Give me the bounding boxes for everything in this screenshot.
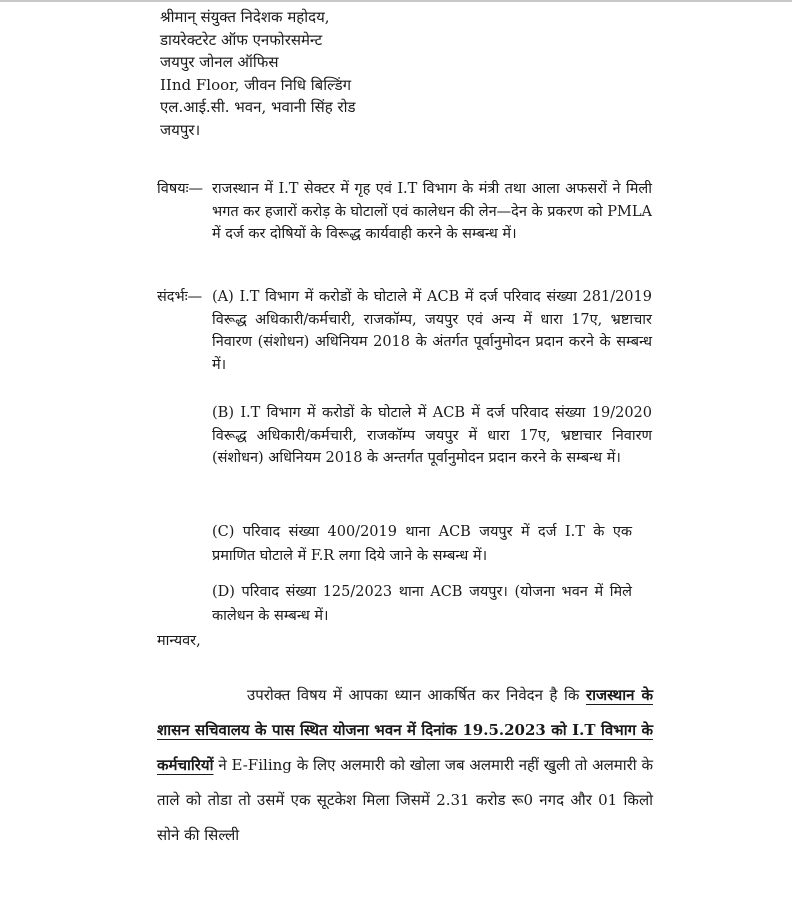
- address-line-4: IInd Floor, जीवन निधि बिल्डिंग: [160, 75, 352, 94]
- reference-a: (A) I.T विभाग में करोडों के घोटाले में ACB में दर्ज परिवाद संख्या 281/2019 विरूद्ध अधिकारी/कर्मचारी, राजकॉम्प, जयपुर एवं अन्य में धारा 17ए, भ्रष्टाचार निवारण (संशोधन) अधिनियम 2018 के अंतर्गत पूर्वानुमोदन प्रदान करने के सम्बन्ध में।: [212, 289, 652, 373]
- subject-text: राजस्थान में I.T सेक्टर में गृह एवं I.T विभाग के मंत्री तथा आला अफसरों ने मिली भगत कर हजारों करोड़ के घोटालों एवं कालेधन की लेन—देन के प्रकरण को PMLA में दर्ज कर दोषियों के विरूद्ध कार्यवाही करने के सम्बन्ध में।: [212, 181, 652, 242]
- references-label: संदर्भः—: [157, 289, 203, 305]
- address-line-5: एल.आई.सी. भवन, भवानी सिंह रोड: [160, 98, 356, 116]
- body-intro: उपरोक्त विषय में आपका ध्यान आकर्षित कर निवेदन है कि: [247, 686, 580, 704]
- reference-d: (D) परिवाद संख्या 125/2023 थाना ACB जयपुर। (योजना भवन में मिले कालेधन के सम्बन्ध में।: [212, 584, 632, 624]
- address-line-6: जयपुर।: [160, 120, 201, 139]
- body-rest: ने E-Filing के लिए अलमारी को खोला जब अलमारी नहीं खुली तो अलमारी के ताले को तोडा तो उसमें एक सूटकेश मिला जिसमें 2.31 करोड रू0 नगद और 01 किलो सोने की सिल्ली: [157, 756, 653, 844]
- reference-b: (B) I.T विभाग में करोडों के घोटाले में ACB में दर्ज परिवाद संख्या 19/2020 विरूद्ध अधिकारी/कर्मचारी, राजकॉम्प जयपुर में धारा 17ए, भ्रष्टाचार निवारण (संशोधन) अधिनियम 2018 के अन्तर्गत पूर्वानुमोदन प्रदान करने के सम्बन्ध में।: [212, 405, 652, 466]
- reference-c: (C) परिवाद संख्या 400/2019 थाना ACB जयपुर में दर्ज I.T के एक प्रमाणित घोटाले में F.R लगा दिये जाने के सम्बन्ध में।: [212, 524, 632, 564]
- body-paragraph: [157, 678, 653, 853]
- recipient-address: [160, 6, 356, 141]
- salutation: मान्यवर,: [157, 633, 201, 649]
- address-line-2: डायरेक्टरेट ऑफ एनफोरसमेन्ट: [160, 30, 323, 49]
- address-line-1: श्रीमान् संयुक्त निदेशक महोदय,: [160, 8, 330, 26]
- subject-label: विषयः—: [157, 181, 204, 197]
- address-line-3: जयपुर जोनल ऑफिस: [160, 53, 279, 71]
- body-highlight: राजस्थान के शासन सचिवालय के पास स्थित योजना भवन में दिनांक 19.5.2023 को I.T विभाग के कर्मचारियों: [157, 686, 653, 774]
